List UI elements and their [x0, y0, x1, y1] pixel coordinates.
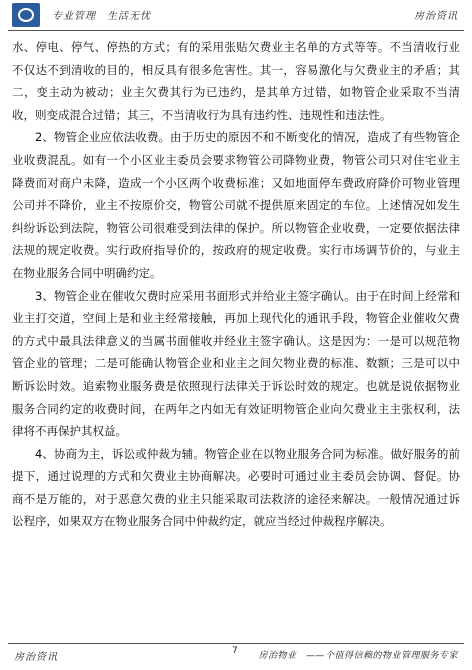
- footer-slogan: 房治物业 ——个值得信赖的物业管理服务专家: [258, 651, 458, 661]
- page-header: [0, 0, 472, 30]
- paragraph-continuation: 水、停电、停气、停热的方式；有的采用张贴欠费业主名单的方式等等。不当清收行业不仅达不到清收的目的，相反具有很多危害性。其一，容易激化与欠费业主的矛盾；其二，变主动为被动；业主欠费其行为已违约，是其单方过错，如物管企业采取不当清收，则变成混合过错；其三，不当清收行为具有违约性、违规性和违法性。: [12, 40, 460, 122]
- header-divider: [8, 30, 464, 31]
- company-logo: [12, 3, 40, 27]
- paragraph-item-2: 2、物管企业应依法收费。由于历史的原因不和不断变化的情况，造成了有些物管企业收费混乱。如有一个小区业主委员会要求物管公司降物业费，物管公司只对住宅业主降费而对商户未降，造成一个小区两个收费标准；又如地面停车费政府降价可物业管理公司并不降价，业主不按原价交，物管公司就不提供原来固定的车位。上述情况如发生纠纷诉讼到法院，物管公司很难受到法律的保护。所以物管企业收费，一定要依据法律法规的规定收费。实行政府指导价的，按政府的规定收费。实行市场调节价的，与业主在物业服务合同中明确约定。: [12, 130, 460, 280]
- header-brand: 房治资讯: [414, 11, 458, 22]
- page-number: 7: [232, 646, 238, 656]
- header-motto: 专业管理 生活无忧: [52, 11, 151, 22]
- footer-brand: 房治资讯: [14, 652, 58, 663]
- document-body: [12, 36, 460, 533]
- paragraph-item-4: 4、协商为主，诉讼或仲裁为辅。物管企业在以物业服务合同为标准。做好服务的前提下，通过说理的方式和欠费业主协商解决。必要时可通过业主委员会协调、督促。协商不是万能的，对于恶意欠费的业主只能采取司法救济的途径来解决。一般情况通过诉讼程序，如果双方在物业服务合同中仲裁约定，就应当经过仲裁程序解决。: [12, 446, 460, 529]
- footer-divider: [8, 643, 464, 644]
- paragraph-item-3: 3、物管企业在催收欠费时应采用书面形式并给业主签字确认。由于在时间上经常和业主打交道，空间上是和业主经常接触，再加上现代化的通讯手段，物管企业催收欠费的方式中最具法律意义的当属书面催收并经业主签字确认。这是因为：一是可以规范物管企业的管理；二是可能确认物管企业和业主之间欠物业费的标准、数额；三是可以中断诉讼时效。追索物业服务费是依照现行法律关于诉讼时效的规定。也就是说依据物业服务合同约定的收费时间，在两年之内如无有效证明物管企业向欠费业主主张权利，法律将不再保护其权益。: [12, 288, 460, 439]
